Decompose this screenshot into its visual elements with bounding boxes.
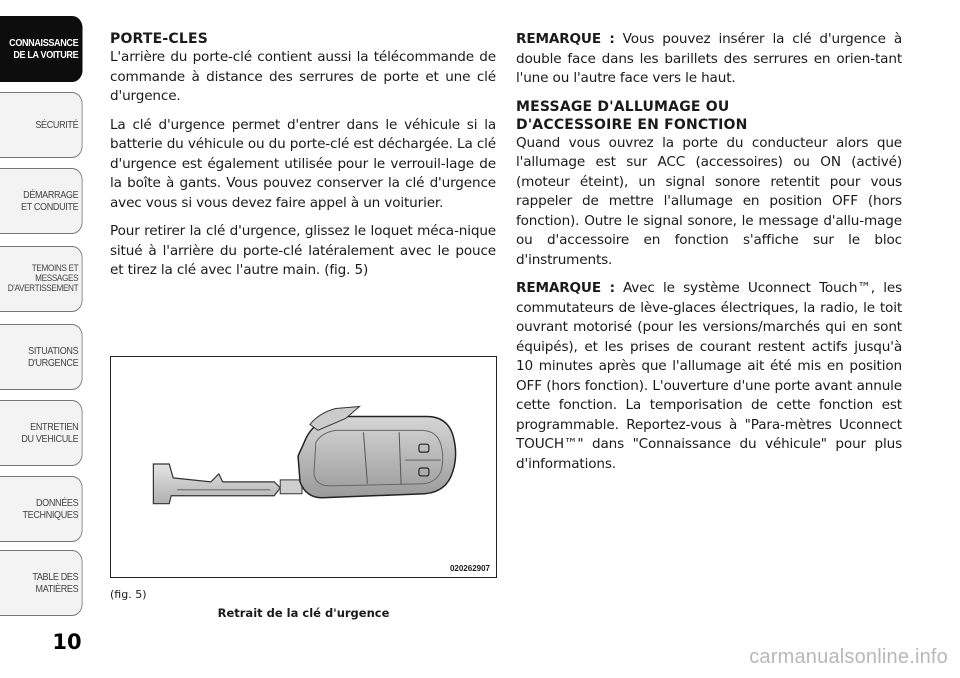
tab-securite[interactable]: SÉCURITÉ xyxy=(0,92,83,158)
tab-donnees-techniques[interactable]: DONNÉES TECHNIQUES xyxy=(0,476,83,542)
section-heading-allumage xyxy=(516,98,902,134)
paragraph-cle-urgence: La clé d'urgence permet d'entrer dans le véhicule si la batterie du véhicule ou du porte-clé est déchargée. La clé d'urgence est également utilisée pour le verrouil-lage de la boîte à gants. Vous pouvez conserver la clé d'urgence avec vous si vous devez faire appel à un voiturier. xyxy=(110,116,496,211)
right-column xyxy=(516,30,902,483)
paragraph-porte-cles-intro: L'arrière du porte-clé contient aussi la télécommande de commande à distance des serrures de porte et une clé d'urgence. xyxy=(110,49,496,104)
tab-situations-urgence[interactable]: SITUATIONS D'URGENCE xyxy=(0,324,83,390)
key-fob-illustration xyxy=(111,357,496,577)
figure-key-fob xyxy=(110,356,497,578)
note-text: Avec le système Uconnect Touch™, les commutateurs de lève-glaces électriques, la radio, le toit ouvrant motorisé (pour les versions/marchés qui en sont équipés), et les prises de courant restent actifs jusqu'à 10 minutes après que l'allumage ait été mis en position OFF (hors fonction). L'ouverture d'une porte avant annule cette fonction. La temporisation de cette fonction est programmable. Reportez-vous à "Para-mètres Uconnect TOUCH™" dans "Connaissance du véhicule" pour plus d'informations. xyxy=(516,280,902,472)
tab-connaissance-voiture[interactable]: CONNAISSANCE DE LA VOITURE xyxy=(0,16,83,82)
heading-line-2: D'ACCESSOIRE EN FONCTION xyxy=(516,116,748,133)
tab-entretien-vehicule[interactable]: ENTRETIEN DU VEHICULE xyxy=(0,400,83,466)
paragraph-signal-sonore: Quand vous ouvrez la porte du conducteur alors que l'allumage est sur ACC (accessoires) ou ON (activé) (moteur éteint), un signal sonore retentit pour vous rappeler de mettre l'allumage en position OFF (hors fonction). Outre le signal sonore, le message d'allu-mage ou d'accessoire en fonction s'affiche sur le bloc d'instruments. xyxy=(516,134,902,268)
site-watermark: carmanualsonline.info xyxy=(749,646,948,668)
figure-caption: Retrait de la clé d'urgence xyxy=(217,606,390,620)
note-double-face xyxy=(516,30,902,89)
paragraph-retirer-cle: Pour retirer la clé d'urgence, glissez le loquet méca-nique situé à l'arrière du porte-clé latéralement avec le pouce et tirez la clé avec l'autre main. (fig. 5) xyxy=(110,223,496,278)
left-column xyxy=(110,30,496,290)
tab-demarrage-conduite[interactable]: DÉMARRAGE ET CONDUITE xyxy=(0,168,83,234)
note-label: REMARQUE : xyxy=(516,280,615,296)
note-text: Vous pouvez insérer la clé d'urgence à double face dans les barillets des serrures en orien-tant l'une ou l'autre face vers le haut. xyxy=(516,31,902,86)
tab-temoins-messages[interactable]: TEMOINS ET MESSAGES D'AVERTISSEMENT xyxy=(0,246,83,312)
emergency-key xyxy=(153,464,302,504)
section-heading-porte-cles: PORTE-CLES xyxy=(110,31,209,47)
tab-table-matieres[interactable]: TABLE DES MATIÈRES xyxy=(0,550,83,616)
note-label: REMARQUE : xyxy=(516,31,615,47)
heading-line-1: MESSAGE D'ALLUMAGE OU xyxy=(516,98,730,115)
key-fob xyxy=(298,407,456,498)
figure-label: (fig. 5) xyxy=(110,588,147,601)
page-number: 10 xyxy=(52,630,82,654)
figure-code: 020262907 xyxy=(449,564,490,573)
note-uconnect xyxy=(516,279,902,474)
